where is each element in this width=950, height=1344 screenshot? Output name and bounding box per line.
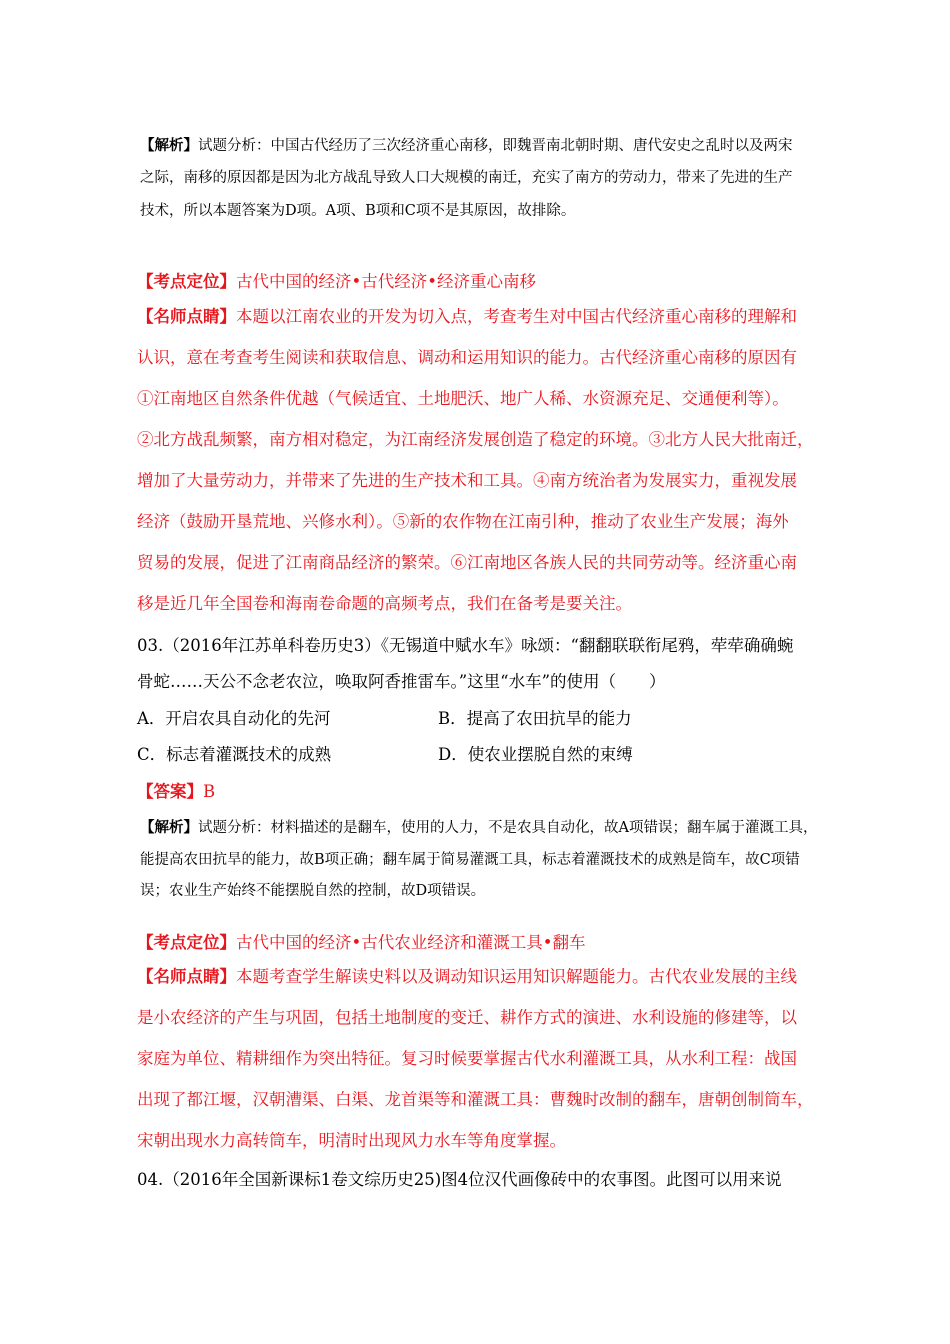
q3-point-label: 【考点定位】 [137,933,236,952]
tip-line-6: 经济（鼓励开垦荒地、兴修水利）。⑤新的农作物在江南引种，推动了农业生产发展；海外 [137,512,789,531]
answer-value: B [203,782,216,801]
analysis-line-1 [140,134,793,155]
q3-tip-label: 【名师点睛】 [137,967,236,986]
point-label: 【考点定位】 [137,272,236,291]
q3-tip-line-4: 出现了都江堰，汉朝漕渠、白渠、龙首渠等和灌溉工具：曹魏时改制的翻车，唐朝创制筒车， [137,1090,814,1109]
q4-stem: 04.（2016年全国新课标1卷文综历史25)图4位汉代画像砖中的农事图。此图可以用来说 [137,1170,782,1189]
q3-answer [137,778,215,802]
tip-line-4: ②北方战乱频繁，南方相对稳定，为江南经济发展创造了稳定的环境。③北方人民大批南迁， [137,430,814,449]
point-location-1 [137,268,536,292]
tip-line-5: 增加了大量劳动力，并带来了先进的生产技术和工具。④南方统治者为发展实力，重视发展 [137,471,797,490]
q3-point-location [137,929,585,953]
analysis-label: 【解析】 [140,137,198,154]
tip-line-1 [137,303,797,327]
q3-stem-line-2: 骨蛇……天公不念老农泣，唤取阿香推雷车。”这里“水车”的使用（ ） [137,672,666,691]
q3-analysis-line-1 [140,816,817,837]
tip-line-7: 贸易的发展，促进了江南商品经济的繁荣。⑥江南地区各族人民的共同劳动等。经济重心南 [137,553,797,572]
q3-tip-line-3: 家庭为单位、精耕细作为突出特征。复习时候要掌握古代水利灌溉工具，从水利工程：战国 [137,1049,797,1068]
tip-line-3: ①江南地区自然条件优越（气候适宜、土地肥沃、地广人稀、水资源充足、交通便利等）。 [137,389,789,408]
q3-option-d: D．使农业摆脱自然的束缚 [438,745,633,764]
q3-tip-line-5: 宋朝出现水力高转筒车，明清时出现风力水车等角度掌握。 [137,1131,566,1150]
tip-line-2: 认识，意在考查考生阅读和获取信息、调动和运用知识的能力。古代经济重心南移的原因有 [137,348,797,367]
q3-point-text: 古代中国的经济•古代农业经济和灌溉工具•翻车 [236,933,586,952]
analysis-line-2: 之际，南移的原因都是因为北方战乱导致人口大规模的南迁，充实了南方的劳动力，带来了先进的生产 [140,170,793,186]
q3-analysis-line-2: 能提高农田抗旱的能力，故B项正确；翻车属于简易灌溉工具，标志着灌溉技术的成熟是筒车，故C项错 [140,852,800,868]
q3-stem-line-1: 03.（2016年江苏单科卷历史3）《无锡道中赋水车》咏颂：“翻翻联联衔尾鸦，荦荦确确蜿 [137,636,794,655]
q3-tip-line-1 [137,963,797,987]
tip-text-1: 本题以江南农业的开发为切入点，考查考生对中国古代经济重心南移的理解和 [236,307,797,326]
q3-analysis-line-3: 误；农业生产始终不能摆脱自然的控制，故D项错误。 [140,883,486,899]
q3-option-c: C．标志着灌溉技术的成熟 [137,745,332,764]
q3-option-b: B．提高了农田抗旱的能力 [438,709,632,728]
analysis-text-1: 试题分析：中国古代经历了三次经济重心南移，即魏晋南北朝时期、唐代安史之乱时以及两宋 [198,138,793,154]
tip-line-8: 移是近几年全国卷和海南卷命题的高频考点，我们在备考是要关注。 [137,594,632,613]
analysis-line-3: 技术，所以本题答案为D项。A项、B项和C项不是其原因，故排除。 [140,203,576,219]
q3-analysis-label: 【解析】 [140,819,198,836]
q3-option-a: A．开启农具自动化的先河 [137,709,331,728]
point-text: 古代中国的经济•古代经济•经济重心南移 [236,272,536,291]
q3-tip-line-2: 是小农经济的产生与巩固，包括土地制度的变迁、耕作方式的演进、水利设施的修建等，以 [137,1008,797,1027]
answer-label: 【答案】 [137,782,203,801]
q3-analysis-text-1: 试题分析：材料描述的是翻车，使用的人力，不是农具自动化，故A项错误；翻车属于灌溉工具， [198,820,818,836]
q3-tip-text-1: 本题考查学生解读史料以及调动知识运用知识解题能力。古代农业发展的主线 [236,967,797,986]
tip-label: 【名师点睛】 [137,307,236,326]
